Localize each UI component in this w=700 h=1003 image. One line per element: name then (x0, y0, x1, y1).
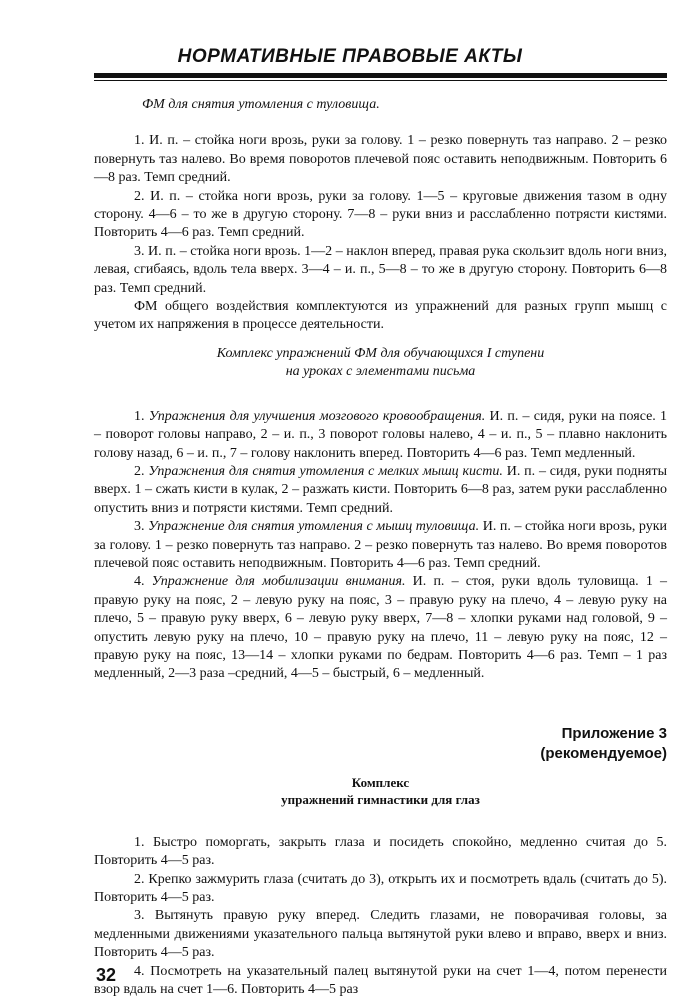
exercise-paragraph: 1. Упражнения для улучшения мозгового кровообращения. И. п. – сидя, руки на поясе. 1 – поворот головы направо, 2 – и. п., 3 поворот головы налево, 4 – и. п., 5 – плавно наклонить голову назад, 6 – и. п., 7 – голову наклонить вперед. Повторить 4—6 раз. Темп медленный. (94, 408, 668, 461)
exercise-label: Упражнения для снятия утомления с мелких мышц кисти. (148, 463, 503, 479)
section-title-complex-line1: Комплекс упражнений ФМ для обучающихся I ступени (216, 345, 545, 361)
paragraph: 2. И. п. – стойка ноги врозь, руки за голову. 1—5 – круговые движения тазом в одну сторону. 4—6 – то же в другую сторону. 7—8 – руки вниз и расслабленно потрясти кистями. Повторить 4—6 раз. Темп средний. (94, 188, 667, 241)
exercise-label: Упражнение для мобилизации внимания. (151, 574, 406, 590)
exercise-paragraph: 2. Упражнения для снятия утомления с мелких мышц кисти. И. п. – сидя, руки подняты вверх. 1 – сжать кисти в кулак, 2 – разжать кисти. Повторить 6—8 раз, затем руки расслабленно опустить вниз и потрясти кистями. Темп средний. (94, 463, 668, 516)
paragraph: 3. И. п. – стойка ноги врозь. 1—2 – наклон вперед, правая рука скользит вдоль ноги вниз, левая, сгибаясь, вдоль тела вверх. 3—4 – и. п., 5—8 – то же в другую сторону. Повторить 6—8 раз. Темп средний. (94, 243, 667, 296)
paragraph: ФМ общего воздействия комплектуются из упражнений для разных групп мышц с учетом их напряжения в процессе деятельности. (94, 299, 667, 333)
section-title-complex-line2: на уроках с элементами письма (285, 364, 476, 380)
exercise-label: Упражнения для улучшения мозгового кровообращения. (148, 408, 486, 424)
appendix-label: Приложение 3 (561, 724, 667, 742)
page-content (94, 96, 667, 999)
exercise-paragraph: 3. Упражнение для снятия утомления с мышц туловища. И. п. – стойка ноги врозь, руки за голову. 1 – резко повернуть таз направо. 2 – резко повернуть таз налево. Во время поворотов плечевой пояс оставить неподвижным. Повторить 4—6 раз. Темп средний. (94, 519, 668, 571)
appendix-note: (рекомендуемое) (540, 744, 667, 762)
header-rule-thick (94, 73, 667, 78)
page-header-title: НОРМАТИВНЫЕ ПРАВОВЫЕ АКТЫ (177, 46, 523, 67)
exercise-label: Упражнение для снятия утомления с мышц туловища. (148, 519, 480, 535)
paragraph: 2. Крепко зажмурить глаза (считать до 3), открыть их и посмотреть вдаль (считать до 5). Повторить 4—5 раз. (94, 871, 667, 905)
paragraph: 1. Быстро поморгать, закрыть глаза и посидеть спокойно, медленно считая до 5. Повторить 4—5 раз. (94, 834, 667, 869)
exercise-paragraph: 4. Упражнение для мобилизации внимания. И. п. – стоя, руки вдоль туловища. 1 – правую руку на пояс, 2 – левую руку на пояс, 3 – правую руку на плечо, 4 – левую руку на плечо, 5 – правую руку вверх, 6 – левую руку вверх, 7—8 – хлопки руками над головой, 9 – опустить левую руку на плечо, 10 – правую руку на плечо, 11 – левую руку на пояс, 12 – правую руку на пояс, 13—14 – хлопки руками по бедрам. Повторить 4—6 раз. Темп – 1 раз медленный, 2—3 раза –средний, 4—5 – быстрый, 6 – медленный. (94, 574, 667, 682)
header-rule-thin (94, 80, 667, 81)
paragraph: 1. И. п. – стойка ноги врозь, руки за голову. 1 – резко повернуть таз направо. 2 – резко повернуть таз налево. Во время поворотов плечевой пояс оставить неподвижным. Повторить 6—8 раз. Темп средний. (94, 133, 667, 186)
section-title-torso: ФМ для снятия утомления с туловища. (142, 97, 380, 112)
paragraph: 4. Посмотреть на указательный палец вытянутой руки на счет 1—4, потом перенести взор вдаль на счет 1—6. Повторить 4—5 раз (94, 963, 667, 998)
page-number: 32 (96, 965, 117, 985)
appendix-title-line2: упражнений гимнастики для глаз (281, 791, 480, 807)
appendix-title-line1: Комплекс (351, 774, 410, 790)
paragraph: 3. Вытянуть правую руку вперед. Следить глазами, не поворачивая головы, за медленными движениями указательного пальца вытянутой руки влево и вправо, вверх и вниз. Повторить 4—5 раз. (94, 908, 667, 961)
